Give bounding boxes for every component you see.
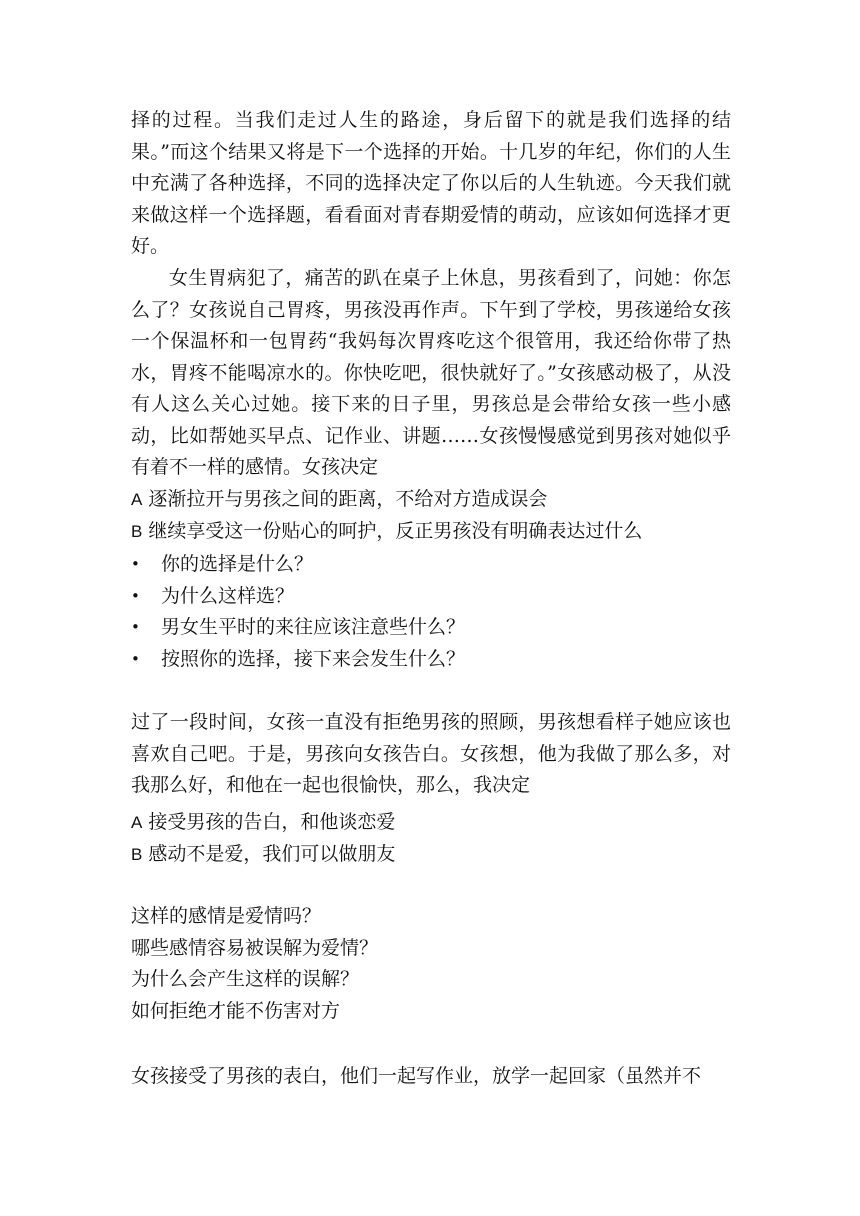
story-section-3 [131,1061,731,1093]
bullet-icon: • [131,649,140,668]
bullet-question-item [131,644,731,676]
bullet-question-item [131,581,731,613]
bullet-question-item [131,549,731,581]
bullet-question-text: 男女生平时的来往应该注意些什么？ [161,616,466,638]
discussion-question: 哪些感情容易被误解为爱情？ [131,936,379,959]
bullet-question-text: 按照你的选择，接下来会发生什么？ [161,647,466,670]
bullet-question-section [131,549,731,675]
bullet-question-item [131,612,731,644]
option-text: 逐渐拉开与男孩之间的距离，不给对方造成误会 [148,488,548,510]
discussion-question: 这样的感情是爱情吗？ [131,905,322,927]
choice-set-2 [131,807,731,870]
option-letter: B [131,844,143,864]
choice-set-1 [131,484,731,547]
option-letter: A [131,813,143,832]
choice-2-option-b [131,839,731,871]
story-paragraph-2: 过了一段时间，女孩一直没有拒绝男孩的照顾，男孩想看样子她应该也喜欢自己吧。于是，男孩向女孩告白。女孩想，他为我做了那么多，对我那么好，和他在一起也很愉快，那么，我决定 [131,711,731,796]
option-letter: A [131,490,143,509]
bullet-icon: • [131,555,140,573]
choice-2-option-a [131,807,731,839]
story-paragraph-3: 女孩接受了男孩的表白，他们一起写作业，放学一起回家（虽然并不 [131,1065,702,1087]
story-section-2 [131,707,731,802]
option-text: 接受男孩的告白，和他谈恋爱 [148,811,396,833]
bullet-icon: • [131,586,140,605]
story-section-1 [131,263,731,484]
intro-section [131,105,731,263]
bullet-question-list [131,549,731,675]
intro-paragraph: 择的过程。当我们走过人生的路途，身后留下的就是我们选择的结果。”而这个结果又将是下一个选择的开始。十几岁的年纪，你们的人生中充满了各种选择，不同的选择决定了你以后的人生轨迹。今天我们就来做这样一个选择题，看看面对青春期爱情的萌动，应该如何选择才更好。 [131,109,731,257]
discussion-question: 为什么会产生这样的误解？ [131,968,360,990]
option-letter: B [131,521,143,541]
story-paragraph-1: 女生胃病犯了，痛苦的趴在桌子上休息，男孩看到了，问她：你怎么了？女孩说自己胃疼，男孩没再作声。下午到了学校，男孩递给女孩一个保温杯和一包胃药“我妈每次胃疼吃这个很管用，我还给你带了热水，胃疼不能喝凉水的。你快吃吧，很快就好了。”女孩感动极了，从没有人这么关心过她。接下来的日子里，男孩总是会带给女孩一些小感动，比如帮她买早点、记作业、讲题……女孩慢慢感觉到男孩对她似乎有着不一样的感情。女孩决定 [131,267,731,478]
discussion-question-section [131,901,731,1027]
bullet-question-text: 为什么这样选？ [161,584,295,607]
option-text: 感动不是爱，我们可以做朋友 [148,842,396,865]
choice-1-option-b [131,516,731,548]
option-text: 继续享受这一份贴心的呵护，反正男孩没有明确表达过什么 [148,519,643,542]
bullet-icon: • [131,618,140,636]
discussion-question: 如何拒绝才能不伤害对方 [131,999,341,1022]
bullet-question-text: 你的选择是什么？ [161,553,314,575]
choice-1-option-a [131,484,731,516]
